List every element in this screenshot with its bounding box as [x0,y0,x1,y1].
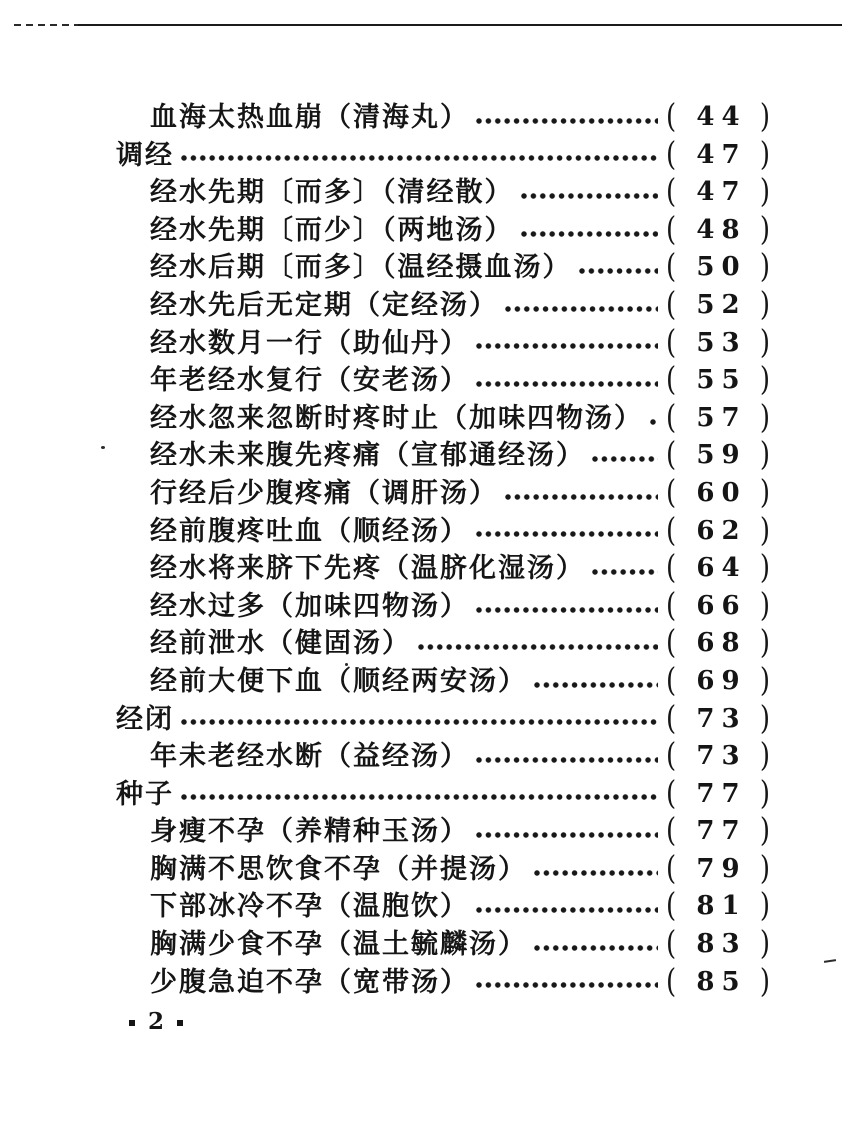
toc-entry-pagenum [666,99,770,137]
footer-page-number: 2 [148,1008,165,1035]
page-number: 55 [696,365,747,396]
footer-dot-right [177,1020,183,1026]
toc-entry [0,625,866,663]
page-number: 64 [696,553,747,584]
paren-close: ) [759,286,770,324]
page-number: 59 [696,440,747,471]
page-number: 83 [696,929,747,960]
toc-entry-title: 经水未来腹先疼痛（宣郁通经汤） [150,440,585,472]
page-number: 47 [696,139,747,170]
paren-open: ( [666,323,677,362]
toc-entry-title: 少腹急迫不孕（宽带汤） [150,966,469,998]
paren-open: ( [666,661,677,700]
toc-entry-pagenum [666,287,770,325]
page-number: 66 [696,590,747,621]
paren-open: ( [666,624,677,662]
dot-leader [520,230,659,238]
scan-speckle [345,663,348,666]
toc-entry [0,99,866,137]
toc-entry-title: 经水先期〔而多〕（清经散） [150,177,514,209]
toc-entry [0,400,866,438]
page-number: 57 [696,402,747,433]
toc-entry-title: 年未老经水断（益经汤） [150,741,469,773]
toc-entry [0,738,866,776]
paren-close: ) [759,473,770,512]
page-number: 73 [696,703,747,734]
dot-leader [475,342,658,350]
paren-open: ( [666,98,677,136]
toc-entry-title: 经水将来脐下先疼（温脐化湿汤） [150,553,585,585]
paren-close: ) [759,210,770,249]
toc-entry-pagenum [666,475,770,513]
paren-open: ( [666,210,677,249]
toc-entry-pagenum [666,212,770,250]
toc-entry [0,362,866,400]
toc-entry-title: 经前大便下血（顺经两安汤） [150,665,527,697]
toc-entry-title: 下部冰冷不孕（温胞饮） [150,891,469,923]
dot-leader [591,455,658,463]
toc-entry-pagenum [666,362,770,400]
toc-entry-pagenum [666,137,770,175]
paren-open: ( [666,173,677,211]
toc-entry [0,475,866,513]
paren-close: ) [759,774,770,813]
dot-leader [417,643,658,651]
page-number: 77 [696,778,747,809]
page-number: 62 [696,515,747,546]
toc-entry [0,851,866,889]
paren-close: ) [759,812,770,850]
dot-leader [533,681,658,689]
paren-close: ) [759,661,770,700]
paren-open: ( [666,774,677,813]
toc-entry-title: 经水后期〔而多〕（温经摄血汤） [150,252,572,284]
toc-entry-title: 经闭 [116,703,174,735]
page-number: 48 [696,214,747,245]
page-number: 81 [696,891,747,922]
paren-open: ( [666,849,677,888]
dot-leader [475,606,658,614]
toc-entry-title: 血海太热血崩（清海丸） [150,102,469,133]
page-number: 60 [696,477,747,508]
dot-leader [180,154,658,162]
toc-entry [0,888,866,926]
page-number: 53 [696,327,747,358]
paren-close: ) [759,436,770,474]
dot-leader [504,305,658,313]
toc-entry-title: 行经后少腹疼痛（调肝汤） [150,477,498,509]
paren-close: ) [759,323,770,362]
dot-leader [180,793,658,801]
toc-entry-title: 经水忽来忽断时疼时止（加味四物汤） [150,402,643,434]
toc-entry-pagenum [666,625,770,663]
toc-entry-title: 胸满不思饮食不孕（并提汤） [150,853,527,885]
toc-entry-title: 种子 [116,778,174,810]
dot-leader [649,418,658,426]
toc-entry-pagenum [666,513,770,551]
toc-section-header [0,701,866,739]
toc-entry [0,249,866,287]
dot-leader [578,267,659,275]
paren-open: ( [666,925,677,963]
toc-entry-pagenum [666,663,770,701]
toc-entry-title: 经前腹疼吐血（顺经汤） [150,515,469,547]
page-footer [129,1008,183,1035]
paren-open: ( [666,398,677,437]
page-number: 77 [696,816,747,847]
paren-close: ) [759,962,770,1001]
page-number: 50 [696,252,747,283]
toc-entry [0,964,866,1002]
paren-close: ) [759,737,770,775]
toc-entry [0,513,866,551]
paren-open: ( [666,436,677,474]
toc-entry-pagenum [666,813,770,851]
paren-close: ) [759,925,770,963]
toc-entry-title: 经水先后无定期（定经汤） [150,289,498,321]
paren-close: ) [759,173,770,211]
toc-entry [0,550,866,588]
toc-entry [0,663,866,701]
page-number: 73 [696,741,747,772]
toc-entry [0,212,866,250]
paren-close: ) [759,549,770,587]
toc-entry [0,588,866,626]
paren-open: ( [666,737,677,775]
toc-entry [0,813,866,851]
dot-leader [475,380,658,388]
paren-close: ) [759,98,770,136]
dot-leader [475,756,658,764]
toc-entry-title: 经水过多（加味四物汤） [150,590,469,622]
paren-close: ) [759,135,770,174]
paren-open: ( [666,511,677,550]
page-number: 68 [696,628,747,659]
page-number: 79 [696,853,747,884]
paren-close: ) [759,361,770,399]
toc-entry-pagenum [666,174,770,212]
toc-entry-title: 身瘦不孕（养精种玉汤） [150,816,469,848]
toc-entry [0,287,866,325]
toc-entry-title: 调经 [116,139,174,171]
toc-entry-pagenum [666,588,770,626]
toc-entry-pagenum [666,926,770,964]
toc-entry-pagenum [666,701,770,739]
dot-leader [475,981,658,989]
paren-close: ) [759,624,770,662]
toc-entry-title: 经水先期〔而少〕（两地汤） [150,214,514,246]
dot-leader [533,869,658,877]
dot-leader [591,568,658,576]
toc-section-header [0,137,866,175]
paren-open: ( [666,286,677,324]
paren-open: ( [666,361,677,399]
toc-entry-pagenum [666,437,770,475]
toc-entry-title: 年老经水复行（安老汤） [150,365,469,397]
toc-entry-title: 经水数月一行（助仙丹） [150,327,469,359]
paren-close: ) [759,398,770,437]
toc-section-header [0,776,866,814]
scan-edge-rule [78,24,842,26]
dot-leader [533,944,658,952]
table-of-contents [0,99,866,1001]
dot-leader [180,718,658,726]
toc-entry [0,926,866,964]
paren-open: ( [666,135,677,174]
paren-open: ( [666,812,677,850]
paren-open: ( [666,962,677,1001]
toc-entry-pagenum [666,550,770,588]
toc-entry-pagenum [666,888,770,926]
paren-close: ) [759,511,770,550]
page-number: 85 [696,966,747,997]
paren-close: ) [759,248,770,286]
page-number: 47 [696,177,747,208]
paren-open: ( [666,549,677,587]
toc-entry-pagenum [666,776,770,814]
paren-close: ) [759,699,770,738]
paren-open: ( [666,473,677,512]
footer-dot-left [129,1020,135,1026]
dot-leader [475,530,658,538]
toc-entry-pagenum [666,964,770,1002]
toc-entry [0,174,866,212]
page-number: 52 [696,289,747,320]
paren-open: ( [666,887,677,926]
toc-entry-pagenum [666,851,770,889]
paren-close: ) [759,887,770,926]
paren-open: ( [666,699,677,738]
paren-close: ) [759,586,770,625]
paren-open: ( [666,248,677,286]
toc-entry-title: 经前泄水（健固汤） [150,628,411,660]
dot-leader [504,493,658,501]
toc-entry-pagenum [666,325,770,363]
page-number: 69 [696,665,747,696]
scan-speckle [101,446,105,449]
dot-leader [475,831,658,839]
dot-leader [520,192,659,200]
paren-open: ( [666,586,677,625]
paren-close: ) [759,849,770,888]
toc-entry-pagenum [666,249,770,287]
dot-leader [475,906,658,914]
scan-edge-rule-dashed [14,24,78,26]
toc-entry-title: 胸满少食不孕（温土毓麟汤） [150,929,527,961]
page-number: 44 [696,102,747,132]
toc-entry-pagenum [666,738,770,776]
toc-entry [0,325,866,363]
toc-entry-pagenum [666,400,770,438]
dot-leader [475,117,658,125]
toc-entry [0,437,866,475]
